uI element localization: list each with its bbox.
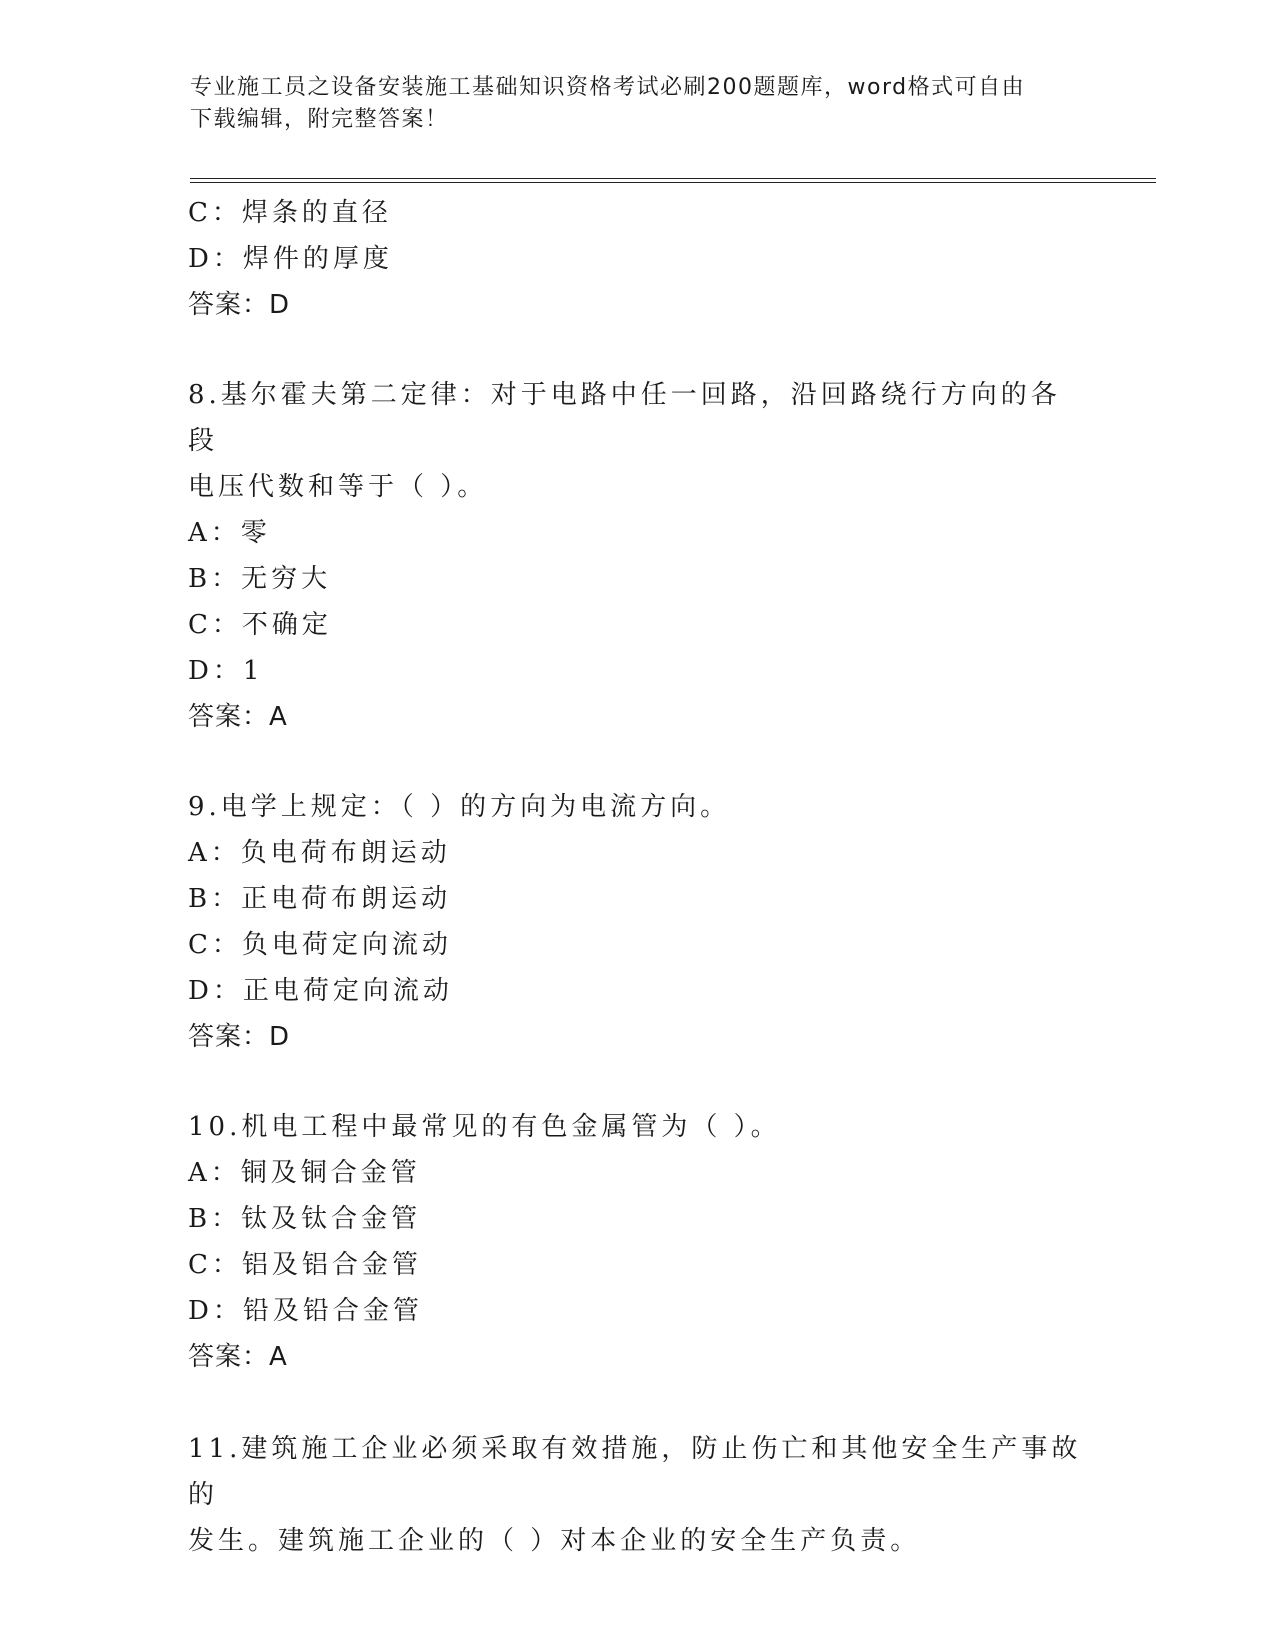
spacer — [188, 1380, 1088, 1424]
option-a: A：零 — [188, 518, 271, 548]
header-title-line2: 下载编辑，附完整答案！ — [190, 107, 449, 132]
question-stem-line1: 8.基尔霍夫第二定律：对于电路中任一回路，沿回路绕行方向的各段 — [188, 380, 1061, 456]
option-b: B：正电荷布朗运动 — [188, 884, 452, 914]
option-d: D：正电荷定向流动 — [188, 976, 453, 1006]
question-9 — [188, 784, 1088, 1060]
option-a: A：铜及铜合金管 — [188, 1158, 421, 1188]
question-stem-line1: 11.建筑施工企业必须采取有效措施，防止伤亡和其他安全生产事故的 — [188, 1434, 1082, 1510]
question-stem-line2: 发生。建筑施工企业的（ ）对本企业的安全生产负责。 — [188, 1526, 921, 1556]
option-d: D：1 — [188, 656, 264, 686]
question-11 — [188, 1426, 1088, 1564]
spacer — [188, 328, 1088, 372]
question-8 — [188, 372, 1088, 740]
option-c: C：铝及铝合金管 — [188, 1250, 422, 1280]
question-7-tail — [188, 190, 1088, 328]
option-c: C：负电荷定向流动 — [188, 930, 452, 960]
answer-line: 答案：A — [188, 1342, 288, 1372]
answer-line: 答案：D — [188, 1022, 291, 1052]
option-d: D：焊件的厚度 — [188, 244, 393, 274]
header-title-line1: 专业施工员之设备安装施工基础知识资格考试必刷200题题库，word格式可自由 — [190, 75, 1026, 100]
option-d: D：铅及铅合金管 — [188, 1296, 423, 1326]
option-c: C：不确定 — [188, 610, 332, 640]
page-header — [190, 72, 1070, 136]
question-stem-line1: 9.电学上规定：（ ）的方向为电流方向。 — [188, 792, 731, 822]
question-stem-line2: 电压代数和等于（ ）。 — [188, 472, 488, 502]
question-10 — [188, 1104, 1088, 1380]
header-divider — [190, 178, 1156, 183]
option-a: A：负电荷布朗运动 — [188, 838, 451, 868]
answer-line: 答案：A — [188, 702, 288, 732]
question-stem-line1: 10.机电工程中最常见的有色金属管为（ ）。 — [188, 1112, 781, 1142]
option-b: B：无穷大 — [188, 564, 332, 594]
option-b: B：钛及钛合金管 — [188, 1204, 422, 1234]
option-c: C：焊条的直径 — [188, 198, 392, 228]
spacer — [188, 1060, 1088, 1104]
question-list — [188, 190, 1088, 1564]
answer-line: 答案：D — [188, 290, 291, 320]
spacer — [188, 740, 1088, 784]
